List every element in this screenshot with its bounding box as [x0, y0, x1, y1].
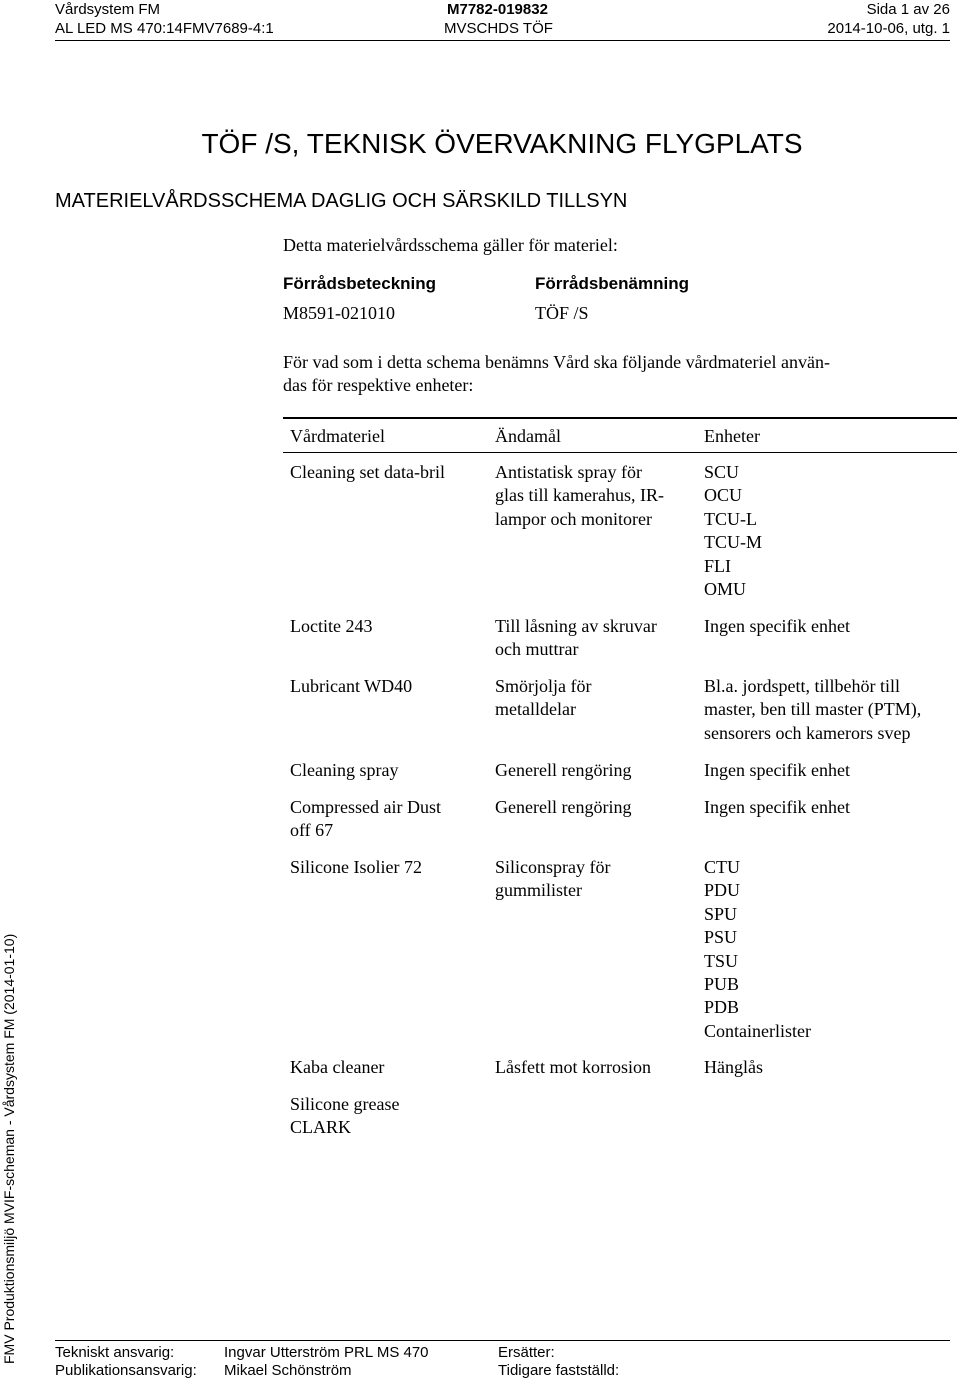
- cell-purpose: [495, 1056, 695, 1079]
- cell-line: off 67: [290, 820, 334, 841]
- header-doc-system: Vårdsystem FM: [55, 1, 161, 18]
- cell-line: PSU: [704, 927, 738, 948]
- cell-line: Generell rengöring: [495, 760, 632, 780]
- cell-material: [290, 759, 480, 782]
- footer-prev-label: Tidigare fastställd:: [498, 1362, 620, 1379]
- cell-line: Smörjolja för: [495, 676, 592, 696]
- cell-line: Lubricant WD40: [290, 676, 413, 696]
- cell-line: Antistatisk spray för: [495, 462, 642, 482]
- intro-text: Detta materielvårdsschema gäller för materiel:: [283, 235, 618, 255]
- cell-line: Ingen specifik enhet: [704, 760, 850, 780]
- cell-line: TSU: [704, 950, 739, 971]
- cell-units: [704, 461, 954, 601]
- cell-purpose: [495, 461, 695, 531]
- footer-replaces-label: Ersätter:: [498, 1344, 555, 1361]
- cell-line: Låsfett mot korrosion: [495, 1057, 651, 1077]
- cell-material: [290, 1093, 480, 1140]
- cell-material: [290, 856, 480, 879]
- footer-pub-value: Mikael Schönström: [224, 1362, 352, 1379]
- cell-line: gummilister: [495, 880, 582, 901]
- cell-purpose: [495, 796, 695, 819]
- cell-line: Compressed air Dust: [290, 797, 441, 817]
- header-doc-number: M7782-019832: [447, 1, 548, 18]
- cell-line: Silicone grease: [290, 1094, 400, 1114]
- cell-material: [290, 1056, 480, 1079]
- cell-line: Hänglås: [704, 1057, 763, 1077]
- cell-material: [290, 675, 480, 698]
- cell-line: SPU: [704, 903, 738, 924]
- cell-line: och muttrar: [495, 639, 579, 660]
- cell-line: master, ben till master (PTM),: [704, 699, 922, 720]
- cell-line: TCU-M: [704, 532, 762, 553]
- cell-material: [290, 461, 480, 484]
- column-header-purpose: Ändamål: [495, 426, 561, 446]
- page-title: TÖF /S, TEKNISK ÖVERVAKNING FLYGPLATS: [201, 128, 803, 159]
- cell-line: Kaba cleaner: [290, 1057, 385, 1077]
- cell-line: FLI: [704, 555, 731, 576]
- cell-line: Generell rengöring: [495, 797, 632, 817]
- cell-line: glas till kamerahus, IR-: [495, 485, 664, 506]
- column-header-units: Enheter: [704, 426, 760, 446]
- cell-line: Siliconspray för: [495, 857, 611, 877]
- cell-line: sensorers och kamerors svep: [704, 722, 911, 743]
- cell-purpose: [495, 856, 695, 903]
- footer-tech-label: Tekniskt ansvarig:: [55, 1344, 175, 1361]
- cell-line: Ingen specifik enhet: [704, 616, 850, 636]
- header-page-number: Sida 1 av 26: [866, 1, 950, 18]
- cell-line: Ingen specifik enhet: [704, 797, 850, 817]
- cell-line: Silicone Isolier 72: [290, 857, 422, 877]
- cell-line: SCU: [704, 462, 740, 482]
- cell-line: Containerlister: [704, 1020, 811, 1041]
- cell-line: lampor och monitorer: [495, 508, 652, 529]
- table-top-rule: [283, 417, 957, 419]
- cell-units: [704, 796, 954, 819]
- cell-line: PDB: [704, 997, 740, 1018]
- paragraph-line-2: das för respektive enheter:: [283, 375, 474, 395]
- cell-line: Cleaning set data-bril: [290, 462, 445, 482]
- cell-line: OCU: [704, 485, 743, 506]
- cell-line: Till låsning av skruvar: [495, 616, 657, 636]
- cell-line: TCU-L: [704, 508, 757, 529]
- cell-line: PDU: [704, 880, 741, 901]
- cell-units: [704, 856, 954, 1043]
- stock-name-value: TÖF /S: [535, 303, 589, 323]
- cell-purpose: [495, 615, 695, 662]
- cell-units: [704, 675, 954, 745]
- cell-line: Bl.a. jordspett, tillbehör till: [704, 676, 900, 696]
- header-date-edition: 2014-10-06, utg. 1: [827, 20, 950, 37]
- cell-line: Cleaning spray: [290, 760, 399, 780]
- cell-material: [290, 615, 480, 638]
- table-header-rule: [283, 452, 957, 453]
- cell-units: [704, 759, 954, 782]
- cell-units: [704, 615, 954, 638]
- header-doc-code: MVSCHDS TÖF: [444, 20, 553, 37]
- header-rule: [55, 40, 950, 41]
- paragraph-line-1: För vad som i detta schema benämns Vård ska följande vårdmateriel använ-: [283, 352, 830, 372]
- cell-line: CLARK: [290, 1117, 352, 1138]
- cell-line: CTU: [704, 857, 740, 877]
- footer-tech-value: Ingvar Utterström PRL MS 470: [224, 1344, 429, 1361]
- stock-number-label: Förrådsbeteckning: [283, 274, 437, 293]
- cell-line: metalldelar: [495, 699, 576, 720]
- cell-units: [704, 1056, 954, 1079]
- stock-number-value: M8591-021010: [283, 303, 395, 323]
- cell-line: OMU: [704, 579, 747, 600]
- cell-line: PUB: [704, 974, 740, 995]
- cell-purpose: [495, 675, 695, 722]
- footer-rule: [55, 1340, 950, 1341]
- cell-line: Loctite 243: [290, 616, 373, 636]
- stock-name-label: Förrådsbenämning: [535, 274, 689, 293]
- header-doc-id: AL LED MS 470:14FMV7689-4:1: [55, 20, 274, 37]
- footer-pub-label: Publikationsansvarig:: [55, 1362, 197, 1379]
- cell-material: [290, 796, 480, 843]
- page-subtitle: MATERIELVÅRDSSCHEMA DAGLIG OCH SÄRSKILD TILLSYN: [55, 190, 628, 212]
- column-header-material: Vårdmateriel: [290, 426, 385, 446]
- cell-purpose: [495, 759, 695, 782]
- side-production-note: FMV Produktionsmiljö MVIF-scheman - Vårdsystem FM (2014-01-10): [1, 933, 17, 1364]
